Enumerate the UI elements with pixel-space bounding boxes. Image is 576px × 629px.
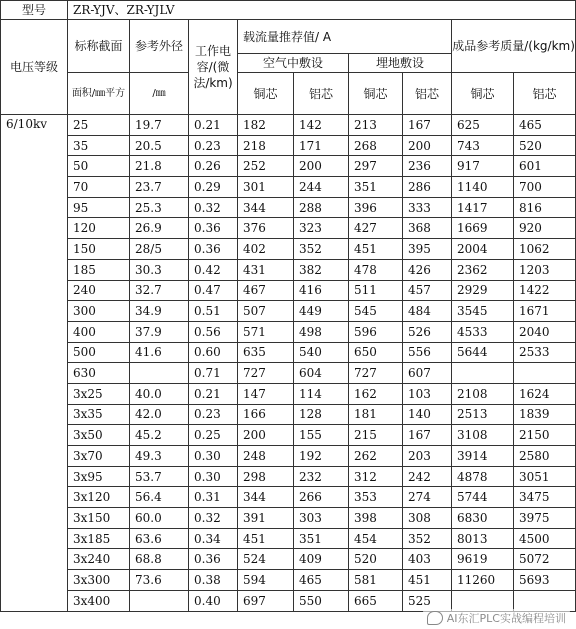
- cell-m-al: 816: [514, 197, 576, 218]
- cell-cap: 0.38: [189, 570, 238, 591]
- cell-air-cu: 594: [238, 570, 294, 591]
- cell-section: 185: [68, 259, 130, 280]
- cell-cap: 0.36: [189, 218, 238, 239]
- air-al-label: 铝芯: [294, 73, 349, 115]
- cell-diameter: 25.3: [130, 197, 189, 218]
- cell-air-cu: 451: [238, 528, 294, 549]
- cell-section: 500: [68, 342, 130, 363]
- cell-section: 300: [68, 301, 130, 322]
- cell-m-al: 2150: [514, 425, 576, 446]
- table-row: [1, 301, 576, 322]
- cell-gr-al: 403: [403, 549, 452, 570]
- current-label: 载流量推荐值/ A: [238, 20, 452, 54]
- cell-m-cu: 1417: [452, 197, 514, 218]
- table-row: [1, 466, 576, 487]
- cell-gr-cu: 398: [349, 508, 403, 529]
- chat-bubble-icon: [427, 611, 443, 625]
- cell-gr-al: 274: [403, 487, 452, 508]
- cell-gr-al: 167: [403, 115, 452, 136]
- table-row: [1, 115, 576, 136]
- table-row: [1, 363, 576, 384]
- cell-m-cu: 6830: [452, 508, 514, 529]
- cell-diameter: 53.7: [130, 466, 189, 487]
- cell-cap: 0.30: [189, 466, 238, 487]
- cell-cap: 0.60: [189, 342, 238, 363]
- model-value: ZR-YJV、ZR-YJLV: [68, 1, 576, 20]
- cell-air-al: 266: [294, 487, 349, 508]
- cell-gr-al: 607: [403, 363, 452, 384]
- cell-air-al: 303: [294, 508, 349, 529]
- cell-cap: 0.30: [189, 446, 238, 467]
- cell-cap: 0.21: [189, 383, 238, 404]
- cell-section: 3x400: [68, 590, 130, 611]
- cell-cap: 0.40: [189, 590, 238, 611]
- table-row: [1, 404, 576, 425]
- cell-cap: 0.25: [189, 425, 238, 446]
- cell-gr-al: 426: [403, 259, 452, 280]
- cell-section: 3x70: [68, 446, 130, 467]
- cell-m-al: 520: [514, 135, 576, 156]
- cell-gr-al: 368: [403, 218, 452, 239]
- cell-gr-cu: 351: [349, 177, 403, 198]
- cell-section: 630: [68, 363, 130, 384]
- cell-m-cu: 625: [452, 115, 514, 136]
- cell-diameter: 32.7: [130, 280, 189, 301]
- cell-gr-cu: 268: [349, 135, 403, 156]
- cell-gr-al: 451: [403, 570, 452, 591]
- cell-diameter: 56.4: [130, 487, 189, 508]
- cell-diameter: [130, 590, 189, 611]
- cell-air-al: 114: [294, 383, 349, 404]
- cell-section: 3x300: [68, 570, 130, 591]
- cell-m-al: 920: [514, 218, 576, 239]
- cell-m-al: 1671: [514, 301, 576, 322]
- cell-cap: 0.34: [189, 528, 238, 549]
- cell-diameter: 40.0: [130, 383, 189, 404]
- table-row: [1, 239, 576, 260]
- table-row: [1, 177, 576, 198]
- cell-cap: 0.32: [189, 508, 238, 529]
- table-row: [1, 280, 576, 301]
- cell-air-al: 351: [294, 528, 349, 549]
- table-row: [1, 383, 576, 404]
- cell-gr-al: 457: [403, 280, 452, 301]
- cell-m-cu: 2513: [452, 404, 514, 425]
- watermark-text: AI东汇PLC实战编程培训: [446, 612, 566, 625]
- cell-diameter: 45.2: [130, 425, 189, 446]
- cell-m-cu: 2929: [452, 280, 514, 301]
- cell-gr-al: 286: [403, 177, 452, 198]
- cell-section: 3x35: [68, 404, 130, 425]
- cell-gr-cu: 396: [349, 197, 403, 218]
- table-row: [1, 156, 576, 177]
- cell-air-cu: 571: [238, 321, 294, 342]
- ground-al-label: 铝芯: [403, 73, 452, 115]
- cell-gr-cu: 451: [349, 239, 403, 260]
- cell-air-al: 449: [294, 301, 349, 322]
- cell-air-al: 416: [294, 280, 349, 301]
- cell-diameter: 30.3: [130, 259, 189, 280]
- cell-gr-cu: 727: [349, 363, 403, 384]
- cell-cap: 0.29: [189, 177, 238, 198]
- cell-section: 3x50: [68, 425, 130, 446]
- voltage-value: 6/10kv: [1, 115, 68, 612]
- cell-m-al: 3475: [514, 487, 576, 508]
- cell-air-al: 409: [294, 549, 349, 570]
- cell-m-al: 2580: [514, 446, 576, 467]
- cell-m-cu: 11260: [452, 570, 514, 591]
- cell-air-al: 171: [294, 135, 349, 156]
- cell-air-al: 540: [294, 342, 349, 363]
- cell-gr-al: 236: [403, 156, 452, 177]
- cell-air-cu: 200: [238, 425, 294, 446]
- table-row: [1, 508, 576, 529]
- cell-gr-al: 203: [403, 446, 452, 467]
- cell-m-al: [514, 363, 576, 384]
- cell-diameter: 73.6: [130, 570, 189, 591]
- cell-section: 400: [68, 321, 130, 342]
- cell-gr-cu: 262: [349, 446, 403, 467]
- cell-m-cu: [452, 590, 514, 611]
- cell-section: 70: [68, 177, 130, 198]
- cell-section: 35: [68, 135, 130, 156]
- cell-air-al: 352: [294, 239, 349, 260]
- watermark: [423, 609, 570, 627]
- cell-m-al: 465: [514, 115, 576, 136]
- cell-m-cu: [452, 363, 514, 384]
- cell-cap: 0.32: [189, 197, 238, 218]
- cell-m-al: 2533: [514, 342, 576, 363]
- cell-m-al: 5693: [514, 570, 576, 591]
- cell-air-al: 604: [294, 363, 349, 384]
- cell-diameter: 26.9: [130, 218, 189, 239]
- cell-gr-cu: 215: [349, 425, 403, 446]
- cell-m-al: [514, 590, 576, 611]
- cell-gr-cu: 454: [349, 528, 403, 549]
- cell-gr-cu: 596: [349, 321, 403, 342]
- section-label: 标称截面: [68, 20, 130, 73]
- cell-m-al: 3975: [514, 508, 576, 529]
- cell-diameter: 23.7: [130, 177, 189, 198]
- cell-gr-al: 167: [403, 425, 452, 446]
- cell-cap: 0.36: [189, 549, 238, 570]
- cell-m-al: 1203: [514, 259, 576, 280]
- cell-m-cu: 3914: [452, 446, 514, 467]
- cell-gr-cu: 665: [349, 590, 403, 611]
- cell-gr-al: 333: [403, 197, 452, 218]
- cell-gr-cu: 511: [349, 280, 403, 301]
- capacitance-label: 工作电容/(微法/km): [189, 20, 238, 115]
- table-row: [1, 259, 576, 280]
- cell-gr-cu: 213: [349, 115, 403, 136]
- diameter-label: 参考外径: [130, 20, 189, 73]
- cell-m-cu: 917: [452, 156, 514, 177]
- cell-gr-cu: 427: [349, 218, 403, 239]
- section-sub: 面积/㎜平方: [68, 73, 130, 115]
- diameter-unit: /㎜: [130, 73, 189, 115]
- cell-cap: 0.36: [189, 239, 238, 260]
- cell-air-al: 382: [294, 259, 349, 280]
- cell-gr-al: 484: [403, 301, 452, 322]
- cell-diameter: 28/5: [130, 239, 189, 260]
- cell-section: 150: [68, 239, 130, 260]
- cell-gr-cu: 478: [349, 259, 403, 280]
- cell-air-cu: 431: [238, 259, 294, 280]
- mass-cu-label: 铜芯: [452, 73, 514, 115]
- cell-gr-al: 525: [403, 590, 452, 611]
- cell-diameter: 34.9: [130, 301, 189, 322]
- cell-gr-cu: 297: [349, 156, 403, 177]
- cell-diameter: 49.3: [130, 446, 189, 467]
- cell-diameter: 21.8: [130, 156, 189, 177]
- table-row: [1, 135, 576, 156]
- table-row: [1, 197, 576, 218]
- cell-m-al: 700: [514, 177, 576, 198]
- cell-m-cu: 9619: [452, 549, 514, 570]
- cell-m-cu: 4533: [452, 321, 514, 342]
- cell-air-al: 465: [294, 570, 349, 591]
- table-row: [1, 218, 576, 239]
- cell-section: 95: [68, 197, 130, 218]
- cell-cap: 0.21: [189, 115, 238, 136]
- cell-gr-cu: 312: [349, 466, 403, 487]
- table-row: [1, 342, 576, 363]
- cell-gr-al: 200: [403, 135, 452, 156]
- cell-section: 3x120: [68, 487, 130, 508]
- cell-section: 3x240: [68, 549, 130, 570]
- cell-air-al: 498: [294, 321, 349, 342]
- cell-cap: 0.23: [189, 404, 238, 425]
- cell-air-cu: 218: [238, 135, 294, 156]
- cell-diameter: 63.6: [130, 528, 189, 549]
- cell-gr-cu: 520: [349, 549, 403, 570]
- cell-gr-al: 526: [403, 321, 452, 342]
- table-row: [1, 528, 576, 549]
- table-row: [1, 321, 576, 342]
- cell-diameter: 42.0: [130, 404, 189, 425]
- cell-m-al: 601: [514, 156, 576, 177]
- cell-m-al: 4500: [514, 528, 576, 549]
- ground-label: 埋地敷设: [349, 54, 452, 73]
- cell-cap: 0.42: [189, 259, 238, 280]
- cell-air-al: 323: [294, 218, 349, 239]
- cell-section: 3x25: [68, 383, 130, 404]
- cell-gr-cu: 181: [349, 404, 403, 425]
- cell-gr-al: 242: [403, 466, 452, 487]
- table-row: [1, 570, 576, 591]
- cell-air-cu: 301: [238, 177, 294, 198]
- cell-air-al: 200: [294, 156, 349, 177]
- cell-air-cu: 507: [238, 301, 294, 322]
- cell-air-cu: 391: [238, 508, 294, 529]
- mass-al-label: 铝芯: [514, 73, 576, 115]
- cell-air-cu: 147: [238, 383, 294, 404]
- cell-cap: 0.23: [189, 135, 238, 156]
- cell-cap: 0.71: [189, 363, 238, 384]
- cell-m-cu: 5644: [452, 342, 514, 363]
- cell-air-cu: 402: [238, 239, 294, 260]
- table-row: [1, 425, 576, 446]
- cell-air-cu: 298: [238, 466, 294, 487]
- cell-m-al: 5072: [514, 549, 576, 570]
- cell-m-al: 1422: [514, 280, 576, 301]
- cell-section: 25: [68, 115, 130, 136]
- cell-air-cu: 697: [238, 590, 294, 611]
- cell-air-al: 550: [294, 590, 349, 611]
- cell-air-al: 155: [294, 425, 349, 446]
- cell-m-al: 1624: [514, 383, 576, 404]
- cell-m-al: 3051: [514, 466, 576, 487]
- cell-cap: 0.26: [189, 156, 238, 177]
- cell-section: 3x185: [68, 528, 130, 549]
- cell-m-cu: 1140: [452, 177, 514, 198]
- table-row: [1, 487, 576, 508]
- cell-gr-al: 352: [403, 528, 452, 549]
- cell-air-cu: 524: [238, 549, 294, 570]
- cell-m-al: 2040: [514, 321, 576, 342]
- cell-diameter: 37.9: [130, 321, 189, 342]
- ground-cu-label: 铜芯: [349, 73, 403, 115]
- air-label: 空气中敷设: [238, 54, 349, 73]
- cell-diameter: 19.7: [130, 115, 189, 136]
- cell-air-cu: 727: [238, 363, 294, 384]
- cell-section: 3x95: [68, 466, 130, 487]
- cell-m-cu: 743: [452, 135, 514, 156]
- cell-m-cu: 5744: [452, 487, 514, 508]
- cell-cap: 0.56: [189, 321, 238, 342]
- cell-diameter: 20.5: [130, 135, 189, 156]
- cell-m-al: 1062: [514, 239, 576, 260]
- cell-gr-al: 556: [403, 342, 452, 363]
- cell-section: 3x150: [68, 508, 130, 529]
- cell-air-al: 244: [294, 177, 349, 198]
- cell-gr-cu: 581: [349, 570, 403, 591]
- cell-air-cu: 467: [238, 280, 294, 301]
- cell-air-al: 128: [294, 404, 349, 425]
- cell-air-cu: 166: [238, 404, 294, 425]
- cell-section: 120: [68, 218, 130, 239]
- cell-diameter: [130, 363, 189, 384]
- cell-air-cu: 376: [238, 218, 294, 239]
- cell-m-cu: 1669: [452, 218, 514, 239]
- table-row: [1, 590, 576, 611]
- air-cu-label: 铜芯: [238, 73, 294, 115]
- voltage-label: 电压等级: [1, 20, 68, 115]
- cell-air-cu: 344: [238, 197, 294, 218]
- model-label: 型号: [1, 1, 68, 20]
- cell-diameter: 41.6: [130, 342, 189, 363]
- cell-air-cu: 182: [238, 115, 294, 136]
- table-row: [1, 446, 576, 467]
- cell-cap: 0.31: [189, 487, 238, 508]
- cell-air-al: 288: [294, 197, 349, 218]
- cell-gr-al: 395: [403, 239, 452, 260]
- cell-gr-cu: 545: [349, 301, 403, 322]
- cell-diameter: 60.0: [130, 508, 189, 529]
- cell-m-cu: 2004: [452, 239, 514, 260]
- cell-air-al: 142: [294, 115, 349, 136]
- cell-m-cu: 4878: [452, 466, 514, 487]
- cell-gr-al: 140: [403, 404, 452, 425]
- cell-air-cu: 248: [238, 446, 294, 467]
- cell-section: 240: [68, 280, 130, 301]
- cell-gr-al: 103: [403, 383, 452, 404]
- cell-m-cu: 2108: [452, 383, 514, 404]
- cell-diameter: 68.8: [130, 549, 189, 570]
- cell-cap: 0.51: [189, 301, 238, 322]
- table-row: [1, 549, 576, 570]
- cell-cap: 0.47: [189, 280, 238, 301]
- cell-section: 50: [68, 156, 130, 177]
- cell-air-al: 192: [294, 446, 349, 467]
- cell-gr-cu: 353: [349, 487, 403, 508]
- mass-label: 成品参考质量/(kg/km): [452, 20, 576, 73]
- cell-air-al: 232: [294, 466, 349, 487]
- cell-m-cu: 2362: [452, 259, 514, 280]
- cell-m-cu: 3545: [452, 301, 514, 322]
- cell-air-cu: 635: [238, 342, 294, 363]
- cell-air-cu: 344: [238, 487, 294, 508]
- cell-gr-al: 308: [403, 508, 452, 529]
- cell-air-cu: 252: [238, 156, 294, 177]
- cell-m-cu: 3108: [452, 425, 514, 446]
- cell-m-al: 1839: [514, 404, 576, 425]
- cell-gr-cu: 162: [349, 383, 403, 404]
- cell-gr-cu: 650: [349, 342, 403, 363]
- cell-m-cu: 8013: [452, 528, 514, 549]
